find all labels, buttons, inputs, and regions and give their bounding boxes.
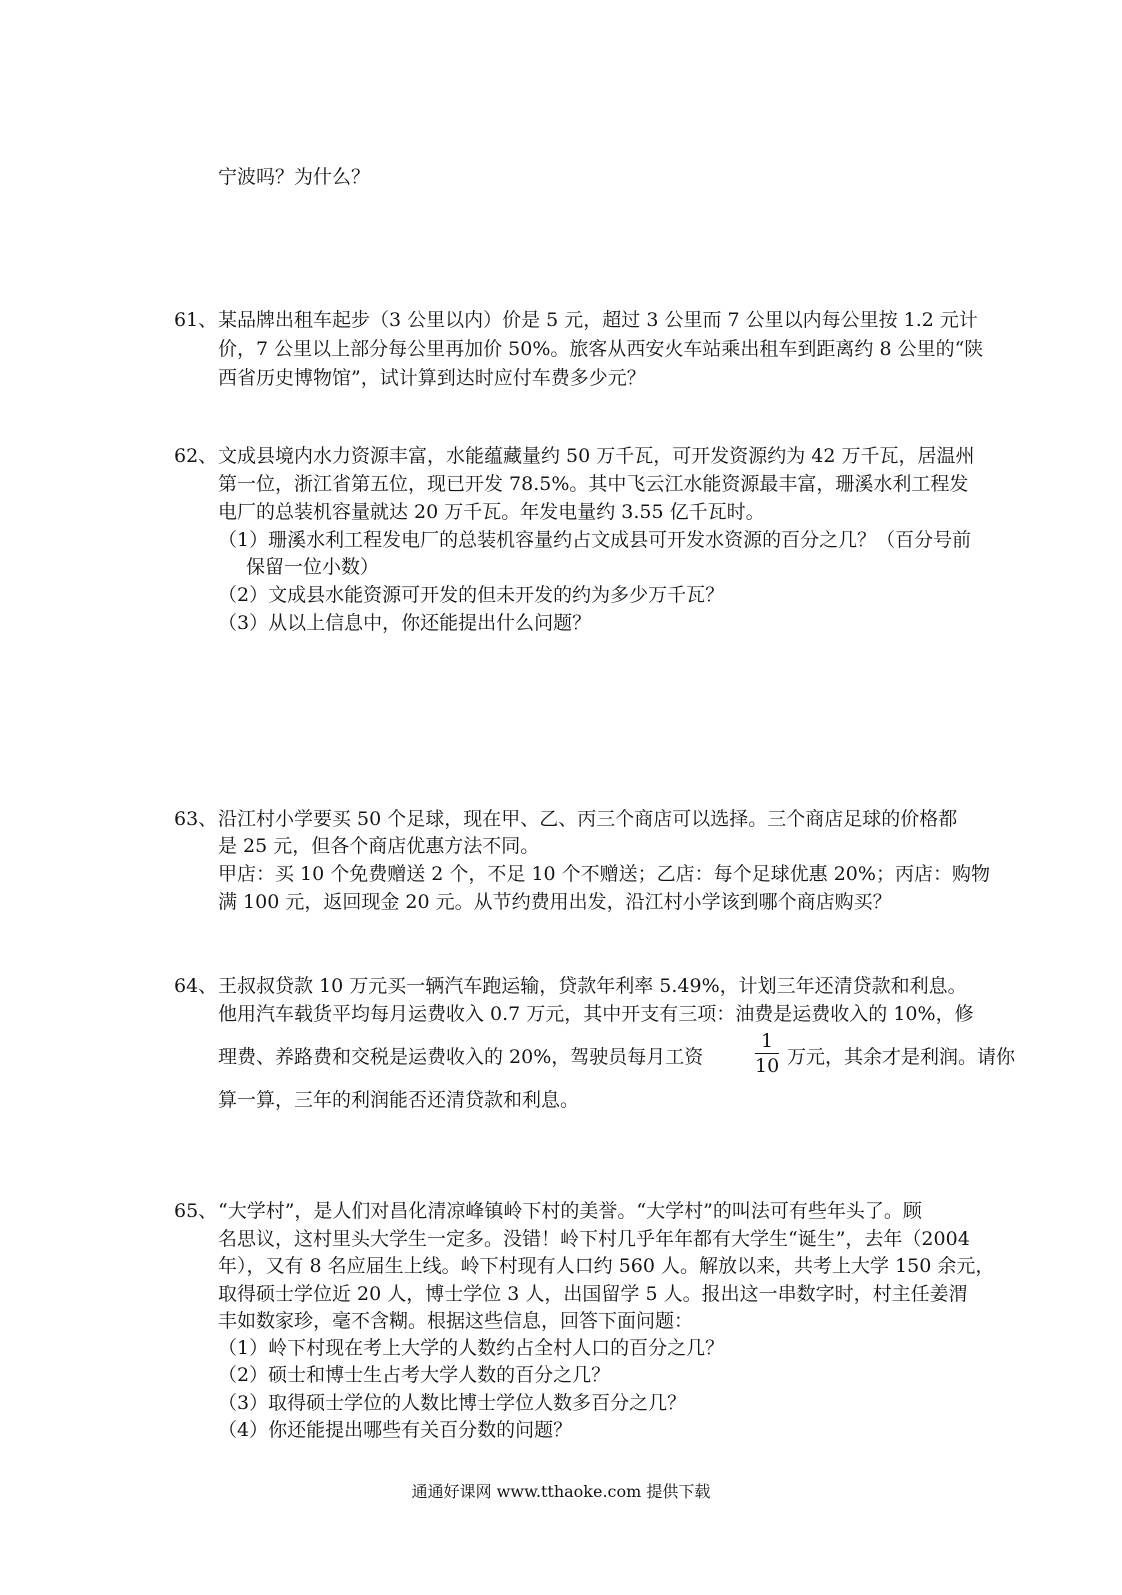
question-text-line: 理费、养路费和交税是运费收入的 20%，驾驶员每月工资	[218, 1046, 704, 1068]
intro-tail-text: 宁波吗？为什么？	[218, 166, 371, 188]
sub-question: （4）你还能提出哪些有关百分数的问题？	[218, 1419, 573, 1441]
question-text-line: 满 100 元，返回现金 20 元。从节约费用出发，沿江村小学该到哪个商店购买？	[218, 891, 892, 913]
question-number: 65、	[174, 1200, 218, 1222]
sub-question: （2）硕士和博士生占考大学人数的百分之几？	[218, 1364, 611, 1386]
question-text-line: 某品牌出租车起步（3 公里以内）价是 5 元，超过 3 公里而 7 公里以内每公里按 1.2 元计	[218, 309, 978, 331]
page-footer: 通通好课网 www.tthaoke.com 提供下载	[411, 1482, 711, 1501]
question-text-line: 第一位，浙江省第五位，现已开发 78.5%。其中飞云江水能资源最丰富，珊溪水利工程发	[218, 473, 969, 495]
question-text-line: 取得硕士学位近 20 人，博士学位 3 人，出国留学 5 人。报出这一串数字时，村主任姜渭	[218, 1283, 968, 1305]
question-text-line: 甲店：买 10 个免费赠送 2 个，不足 10 个不赠送；乙店：每个足球优惠 20%；丙店：购物	[218, 863, 990, 885]
question-text-line: 西省历史博物馆”，试计算到达时应付车费多少元？	[218, 367, 646, 389]
question-text-line: 算一算，三年的利润能否还清贷款和利息。	[218, 1089, 580, 1111]
question-text-line: 电厂的总装机容量就达 20 万千瓦。年发电量约 3.55 亿千瓦时。	[218, 501, 765, 523]
question-text-line: 文成县境内水力资源丰富，水能蕴藏量约 50 万千瓦，可开发资源约为 42 万千瓦，居温州	[218, 445, 975, 467]
fraction	[755, 1030, 779, 1077]
question-number: 61、	[174, 309, 218, 331]
question-text-line: 丰如数家珍，毫不含糊。根据这些信息，回答下面问题：	[218, 1310, 694, 1332]
question-text-line: 年），又有 8 名应届生上线。岭下村现有人口约 560 人。解放以来，共考上大学 150 余元，	[218, 1255, 995, 1277]
fraction-numerator: 1	[760, 1030, 774, 1052]
fraction-bar	[755, 1053, 779, 1054]
sub-question: （2）文成县水能资源可开发的但未开发的约为多少万千瓦？	[218, 584, 725, 606]
question-text-line: 价，7 公里以上部分每公里再加价 50%。旅客从西安火车站乘出租车到距离约 8 公里的“陕	[218, 338, 984, 360]
fraction-denominator: 10	[755, 1055, 780, 1077]
question-text-line: 王叔叔贷款 10 万元买一辆汽车跑运输，贷款年利率 5.49%，计划三年还清贷款和利息。	[218, 975, 967, 997]
question-number: 62、	[174, 445, 218, 467]
question-text-line: 万元，其余才是利润。请你	[787, 1046, 1016, 1068]
sub-question: （1）珊溪水利工程发电厂的总装机容量约占文成县可开发水资源的百分之几？（百分号前	[218, 529, 972, 551]
question-text-line: 名思议，这村里头大学生一定多。没错！岭下村几乎年年都有大学生“诞生”，去年（2004	[218, 1228, 970, 1250]
question-number: 64、	[174, 975, 218, 997]
sub-question: （3）从以上信息中，你还能提出什么问题？	[218, 612, 592, 634]
sub-question-continuation: 保留一位小数）	[246, 556, 380, 578]
question-text-line: 是 25 元，但各个商店优惠方法不同。	[218, 835, 540, 857]
question-text-line: “大学村”，是人们对昌化清凉峰镇岭下村的美誉。“大学村”的叫法可有些年头了。顾	[218, 1200, 922, 1222]
sub-question: （1）岭下村现在考上大学的人数约占全村人口的百分之几？	[218, 1337, 725, 1359]
question-text-line: 他用汽车载货平均每月运费收入 0.7 万元，其中开支有三项：油费是运费收入的 10%，修	[218, 1003, 974, 1025]
question-number: 63、	[174, 808, 218, 830]
question-text-line: 沿江村小学要买 50 个足球，现在甲、乙、丙三个商店可以选择。三个商店足球的价格都	[218, 808, 958, 830]
sub-question: （3）取得硕士学位的人数比博士学位人数多百分之几？	[218, 1392, 687, 1414]
